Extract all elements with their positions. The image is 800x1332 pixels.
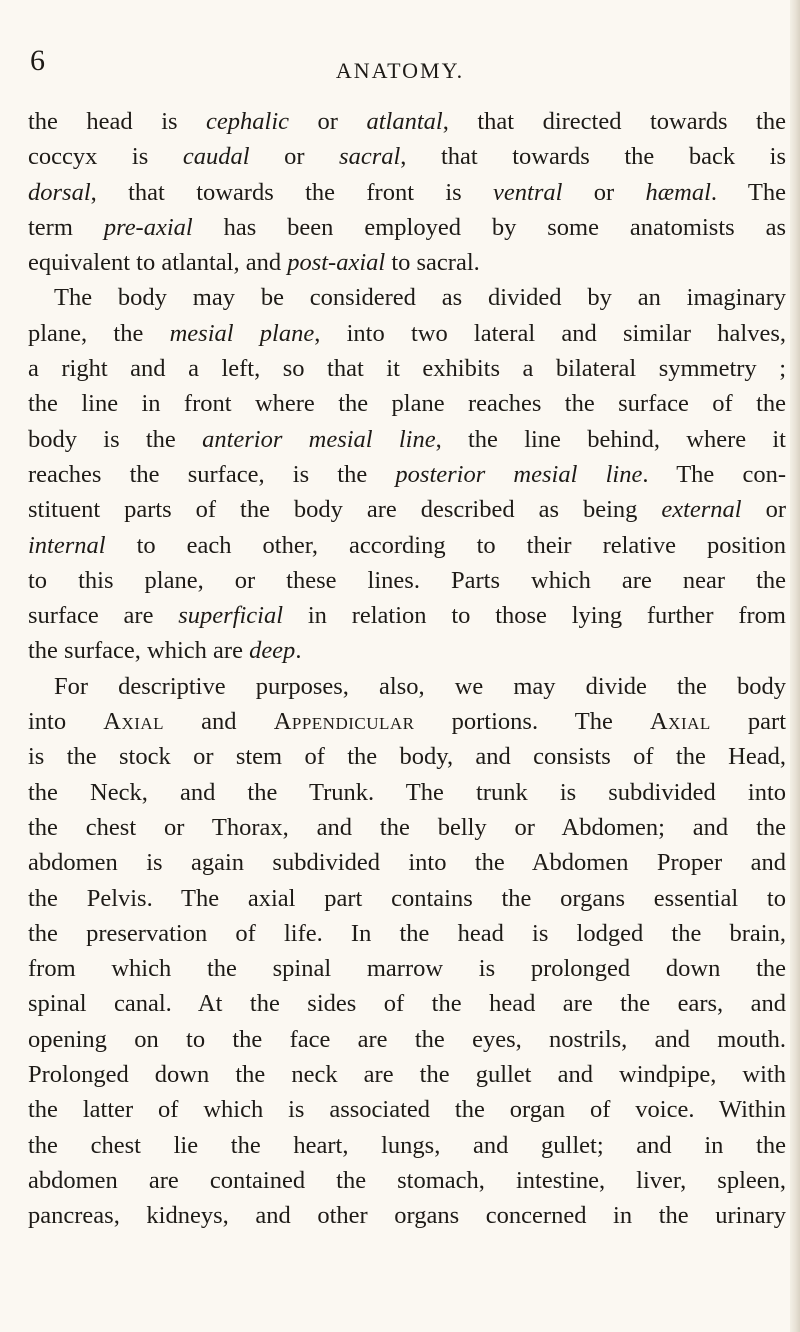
text-line: the line in front where the plane reaches the surface of the xyxy=(28,390,786,418)
text-line: is the stock or stem of the body, and consists of the Head, xyxy=(28,743,786,771)
text-line: equivalent to atlantal, and post-axial to sacral. xyxy=(28,249,480,277)
text-line: abdomen are contained the stomach, intestine, liver, spleen, xyxy=(28,1166,786,1194)
text-line: spinal canal. At the sides of the head are the ears, and xyxy=(28,990,786,1018)
text-line: coccyx is caudal or sacral, that towards the back is xyxy=(28,143,786,171)
running-head: ANATOMY. xyxy=(335,58,465,83)
text-line: the surface, which are deep. xyxy=(28,637,302,665)
text-line: pancreas, kidneys, and other organs concerned in the urinary xyxy=(28,1202,786,1230)
text-line: the chest or Thorax, and the belly or Abdomen; and the xyxy=(28,813,786,841)
text-line: the Neck, and the Trunk. The trunk is subdivided into xyxy=(28,778,786,806)
text-line: internal to each other, according to their relative position xyxy=(28,531,786,559)
page-number: 6 xyxy=(30,44,46,77)
page-edge-shadow xyxy=(790,0,800,1332)
text-line: a right and a left, so that it exhibits a bilateral symmetry ; xyxy=(28,355,786,383)
text-line: the latter of which is associated the organ of voice. Within xyxy=(28,1096,786,1124)
text-line: Prolonged down the neck are the gullet and windpipe, with xyxy=(28,1061,786,1089)
text-line: surface are superficial in relation to those lying further from xyxy=(28,602,786,630)
text-line: reaches the surface, is the posterior mesial line. The con- xyxy=(28,460,786,488)
text-line: to this plane, or these lines. Parts which are near the xyxy=(28,566,786,594)
text-line: the preservation of life. In the head is lodged the brain, xyxy=(28,919,786,947)
paragraph-start-line: The body may be considered as divided by an imaginary xyxy=(54,284,786,312)
text-line: opening on to the face are the eyes, nostrils, and mouth. xyxy=(28,1025,786,1053)
text-line: term pre-axial has been employed by some anatomists as xyxy=(28,213,786,241)
text-line: dorsal, that towards the front is ventral or hæmal. The xyxy=(28,178,786,206)
text-line: abdomen is again subdivided into the Abdomen Proper and xyxy=(28,849,786,877)
text-line: from which the spinal marrow is prolonged down the xyxy=(28,955,786,983)
text-line: body is the anterior mesial line, the line behind, where it xyxy=(28,425,786,453)
text-line: the Pelvis. The axial part contains the organs essential to xyxy=(28,884,786,912)
body-text xyxy=(28,104,786,1234)
text-line: the chest lie the heart, lungs, and gullet; and in the xyxy=(28,1131,786,1159)
text-line: plane, the mesial plane, into two lateral and similar halves, xyxy=(28,319,786,347)
text-line: into Axial and Appendicular portions. The Axial part xyxy=(28,708,786,736)
text-line: the head is cephalic or atlantal, that directed towards the xyxy=(28,108,786,135)
text-line: stituent parts of the body are described as being external or xyxy=(28,496,786,524)
paragraph-start-line: For descriptive purposes, also, we may divide the body xyxy=(54,672,786,700)
